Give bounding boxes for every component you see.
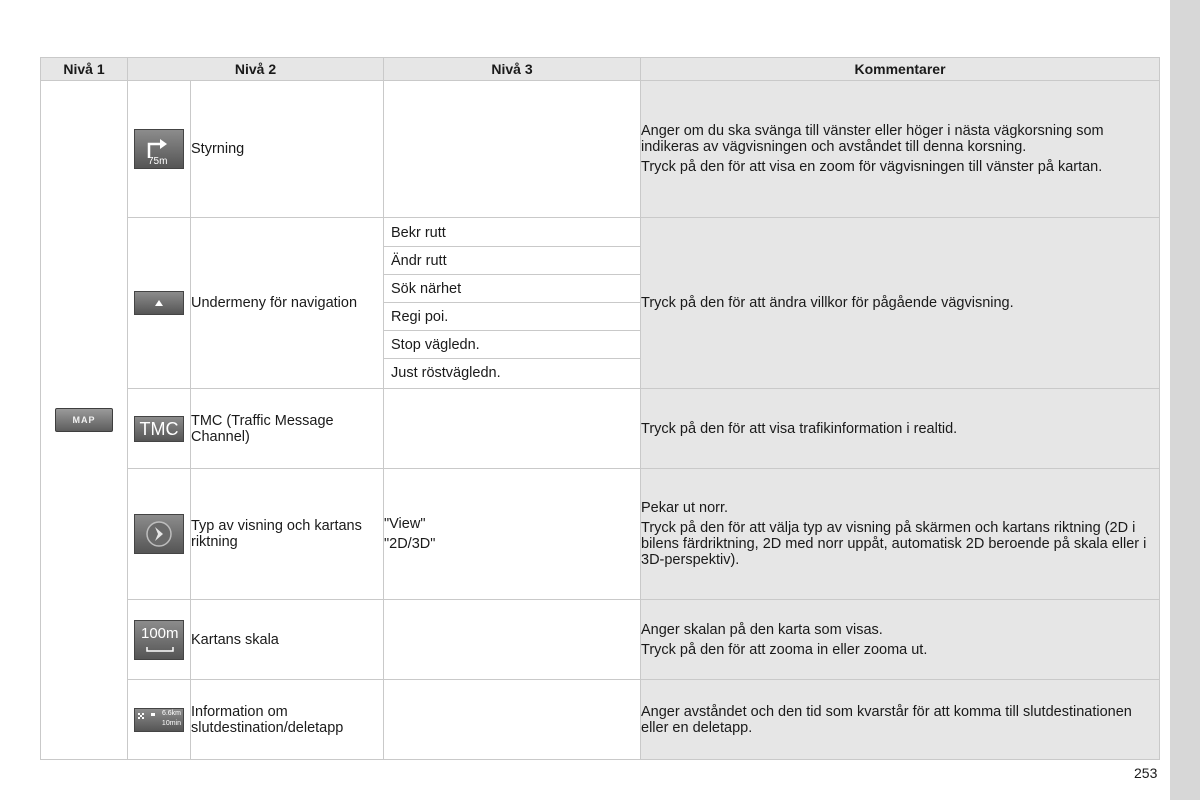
submenu-item[interactable]: Just röstvägledn.: [391, 364, 501, 381]
time-text: 10min: [161, 719, 181, 727]
comment-text: Anger skalan på den karta som visas.: [641, 621, 883, 638]
row-label: TMC (Traffic Message Channel): [191, 389, 384, 469]
comment-cell: [641, 218, 1160, 389]
comment-text: Anger avståndet och den tid som kvarstår för att komma till slutdestinationen eller en deletapp.: [641, 703, 1132, 736]
row-label: Information om slutdestination/deletapp: [191, 680, 384, 760]
distance-text: 6.6km: [161, 709, 181, 717]
level3-cell: [384, 600, 641, 680]
header-comments: Kommentarer: [641, 58, 1160, 81]
table-row: [41, 469, 1160, 600]
icon-cell: [128, 389, 191, 469]
comment-cell: [641, 680, 1160, 760]
submenu-item[interactable]: Bekr rutt: [384, 219, 640, 247]
triangle-up-icon: [134, 291, 184, 315]
comment-cell: [641, 469, 1160, 600]
table-row: [41, 680, 1160, 760]
submenu-list: [384, 219, 640, 388]
icon-cell: [128, 680, 191, 760]
level3-cell: [384, 389, 641, 469]
navigation-menu-table: [40, 57, 1160, 760]
row-label: Undermeny för navigation: [191, 218, 384, 389]
comment-text: Pekar ut norr.: [641, 500, 729, 516]
compass-icon: [134, 514, 184, 554]
page-edge-bar: [1170, 0, 1200, 800]
scale-icon: [134, 620, 184, 660]
comment-cell: [641, 600, 1160, 680]
submenu-item[interactable]: Regi poi.: [384, 303, 640, 331]
header-row: [41, 58, 1160, 81]
destination-info-icon: [134, 708, 184, 732]
submenu-item[interactable]: Ändr rutt: [384, 247, 640, 275]
table-row: [41, 600, 1160, 680]
tmc-icon-text: TMC: [139, 418, 179, 439]
level3-option[interactable]: "2D/3D": [384, 536, 436, 552]
scale-icon-text: 100m: [141, 624, 179, 642]
icon-cell: [128, 600, 191, 680]
page-number: 253: [1134, 765, 1158, 781]
comment-cell: [641, 389, 1160, 469]
row-label: Kartans skala: [191, 600, 384, 680]
comment-cell: [641, 81, 1160, 218]
submenu-item[interactable]: Sök närhet: [384, 275, 640, 303]
tmc-icon: [134, 416, 184, 442]
row-label: Typ av visning och kartans riktning: [191, 469, 384, 600]
submenu-item[interactable]: Stop vägledn.: [384, 331, 640, 359]
comment-text: Tryck på den för att välja typ av visning på skärmen och kartans riktning (2D i bilens färdriktning, 2D med norr uppåt, automatisk 2D beroende på skala eller i 3D-perspektiv).: [641, 520, 1147, 568]
comment-text: Tryck på den för att ändra villkor för pågående vägvisning.: [641, 295, 1014, 311]
icon-cell: [128, 218, 191, 389]
level3-cell: [384, 218, 641, 389]
table-row: [41, 81, 1160, 218]
comment-text: Tryck på den för att visa trafikinformation i realtid.: [641, 420, 958, 437]
level3-cell: [384, 81, 641, 218]
comment-text: Tryck på den för att zooma in eller zooma ut.: [641, 641, 928, 658]
row-label: Styrning: [191, 81, 384, 218]
table-row: [41, 389, 1160, 469]
level1-cell: [41, 81, 128, 760]
turn-arrow-icon: [134, 129, 184, 169]
header-level2: Nivå 2: [128, 58, 384, 81]
distance-text: 75m: [148, 156, 168, 167]
level3-cell: [384, 680, 641, 760]
header-level3: Nivå 3: [384, 58, 641, 81]
header-level1: Nivå 1: [41, 58, 128, 81]
icon-cell: [128, 469, 191, 600]
map-button[interactable]: MAP: [55, 408, 113, 432]
comment-text: Tryck på den för att visa en zoom för vägvisningen till vänster på kartan.: [641, 159, 1103, 175]
comment-text: Anger om du ska svänga till vänster eller höger i nästa vägkorsning som indikeras av vägvisningen och avståndet till denna korsning.: [641, 123, 1104, 155]
level3-option[interactable]: "View": [384, 516, 426, 532]
level3-cell: [384, 469, 641, 600]
table-row: [41, 218, 1160, 389]
icon-cell: [128, 81, 191, 218]
